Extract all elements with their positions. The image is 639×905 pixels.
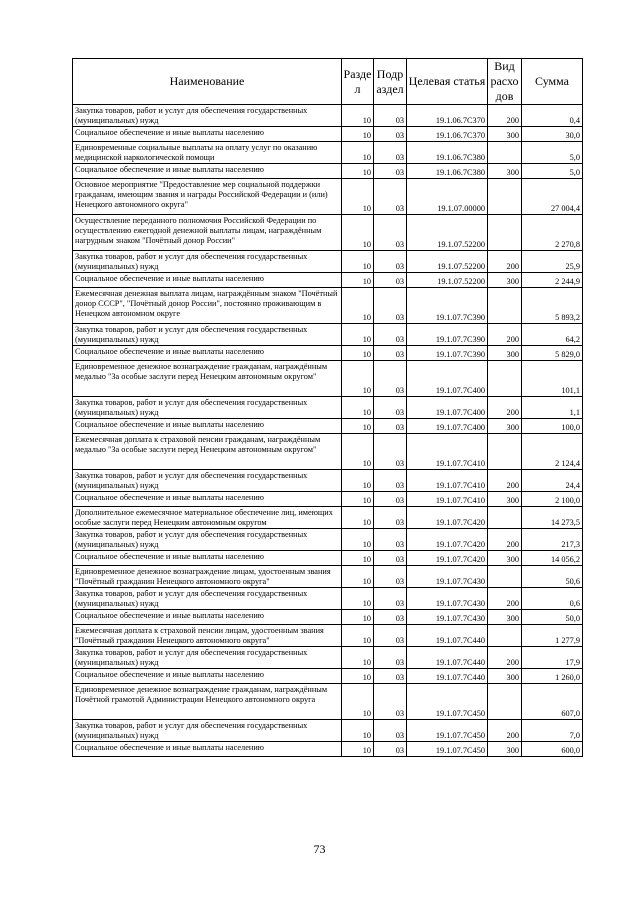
row-razdel: 10 xyxy=(342,551,374,566)
row-summa: 5 829,0 xyxy=(522,346,583,361)
row-celevaya-statya: 19.1.07.7С410 xyxy=(407,492,488,507)
row-vid-rashodov: 300 xyxy=(488,492,522,507)
header-vid-rashodov: Вид расхо дов xyxy=(488,59,522,105)
row-name: Закупка товаров, работ и услуг для обеспечения государственных (муниципальных) нужд xyxy=(73,529,342,551)
row-podrazdel: 03 xyxy=(374,361,407,397)
row-razdel: 10 xyxy=(342,273,374,288)
row-summa: 217,3 xyxy=(522,529,583,551)
row-vid-rashodov xyxy=(488,566,522,588)
row-celevaya-statya: 19.1.07.7С430 xyxy=(407,610,488,625)
header-podrazdel: Подр аздел xyxy=(374,59,407,105)
row-summa: 1 277,9 xyxy=(522,625,583,647)
row-celevaya-statya: 19.1.07.7С410 xyxy=(407,434,488,470)
row-celevaya-statya: 19.1.07.7С400 xyxy=(407,397,488,419)
row-celevaya-statya: 19.1.07.52200 xyxy=(407,215,488,251)
row-name: Социальное обеспечение и иные выплаты населению xyxy=(73,419,342,434)
table-row xyxy=(73,127,583,142)
table-row xyxy=(73,346,583,361)
header-name: Наименование xyxy=(73,59,342,105)
row-summa: 101,1 xyxy=(522,361,583,397)
row-name: Единовременное денежное вознаграждение лицам, удостоенным звания "Почётный гражданин Ненецкого автономного округа" xyxy=(73,566,342,588)
row-summa: 2 100,0 xyxy=(522,492,583,507)
row-summa: 14 273,5 xyxy=(522,507,583,529)
row-celevaya-statya: 19.1.06.7С370 xyxy=(407,105,488,127)
row-vid-rashodov: 300 xyxy=(488,346,522,361)
row-podrazdel: 03 xyxy=(374,419,407,434)
table-row xyxy=(73,215,583,251)
row-celevaya-statya: 19.1.07.52200 xyxy=(407,251,488,273)
row-name: Социальное обеспечение и иные выплаты населению xyxy=(73,551,342,566)
row-razdel: 10 xyxy=(342,529,374,551)
row-podrazdel: 03 xyxy=(374,273,407,288)
row-podrazdel: 03 xyxy=(374,529,407,551)
row-vid-rashodov: 300 xyxy=(488,127,522,142)
row-razdel: 10 xyxy=(342,507,374,529)
row-summa: 5,0 xyxy=(522,164,583,179)
table-row xyxy=(73,419,583,434)
table-row xyxy=(73,288,583,324)
row-celevaya-statya: 19.1.07.7С390 xyxy=(407,324,488,346)
table-row xyxy=(73,647,583,669)
row-podrazdel: 03 xyxy=(374,164,407,179)
row-celevaya-statya: 19.1.07.7С450 xyxy=(407,720,488,742)
row-name: Ежемесячная доплата к страховой пенсии гражданам, награждённым медалью "За особые заслуги перед Ненецким автономным округом" xyxy=(73,434,342,470)
row-vid-rashodov xyxy=(488,179,522,215)
row-name: Социальное обеспечение и иные выплаты населению xyxy=(73,164,342,179)
table-row xyxy=(73,610,583,625)
row-name: Закупка товаров, работ и услуг для обеспечения государственных (муниципальных) нужд xyxy=(73,647,342,669)
row-vid-rashodov: 200 xyxy=(488,397,522,419)
row-summa: 2 244,9 xyxy=(522,273,583,288)
row-vid-rashodov: 300 xyxy=(488,610,522,625)
row-name: Осуществление переданного полномочия Российской Федерации по осуществлению ежегодной денежной выплаты лицам, награждённым нагрудным знаком "Почётный донор России" xyxy=(73,215,342,251)
table-row xyxy=(73,742,583,757)
row-razdel: 10 xyxy=(342,566,374,588)
row-celevaya-statya: 19.1.07.7С420 xyxy=(407,529,488,551)
row-razdel: 10 xyxy=(342,625,374,647)
row-celevaya-statya: 19.1.07.7С450 xyxy=(407,742,488,757)
header-summa: Сумма xyxy=(522,59,583,105)
row-podrazdel: 03 xyxy=(374,127,407,142)
row-summa: 7,0 xyxy=(522,720,583,742)
row-razdel: 10 xyxy=(342,470,374,492)
row-podrazdel: 03 xyxy=(374,251,407,273)
row-name: Единовременное денежное вознаграждение гражданам, награждённым Почётной грамотой Администрации Ненецкого автономного округа xyxy=(73,684,342,720)
row-razdel: 10 xyxy=(342,288,374,324)
row-razdel: 10 xyxy=(342,324,374,346)
row-name: Ежемесячная денежная выплата лицам, награждённым знаком "Почётный донор СССР", "Почётный донор России", постоянно проживающим в Ненецком автономном округе xyxy=(73,288,342,324)
row-vid-rashodov: 300 xyxy=(488,669,522,684)
row-razdel: 10 xyxy=(342,434,374,470)
table-row xyxy=(73,551,583,566)
row-celevaya-statya: 19.1.07.7С400 xyxy=(407,361,488,397)
row-summa: 600,0 xyxy=(522,742,583,757)
row-summa: 2 270,8 xyxy=(522,215,583,251)
table-row xyxy=(73,105,583,127)
row-vid-rashodov xyxy=(488,434,522,470)
row-razdel: 10 xyxy=(342,610,374,625)
row-name: Закупка товаров, работ и услуг для обеспечения государственных (муниципальных) нужд xyxy=(73,720,342,742)
row-summa: 100,0 xyxy=(522,419,583,434)
row-celevaya-statya: 19.1.06.7С380 xyxy=(407,164,488,179)
table-row xyxy=(73,273,583,288)
row-vid-rashodov: 200 xyxy=(488,251,522,273)
row-celevaya-statya: 19.1.07.7С400 xyxy=(407,419,488,434)
budget-table xyxy=(72,58,583,757)
row-razdel: 10 xyxy=(342,684,374,720)
row-podrazdel: 03 xyxy=(374,105,407,127)
table-row xyxy=(73,507,583,529)
row-celevaya-statya: 19.1.07.7С390 xyxy=(407,346,488,361)
row-razdel: 10 xyxy=(342,346,374,361)
header-row xyxy=(73,59,583,105)
row-celevaya-statya: 19.1.06.7С380 xyxy=(407,142,488,164)
row-podrazdel: 03 xyxy=(374,566,407,588)
table-row xyxy=(73,434,583,470)
row-summa: 50,0 xyxy=(522,610,583,625)
row-podrazdel: 03 xyxy=(374,507,407,529)
row-vid-rashodov xyxy=(488,215,522,251)
row-name: Закупка товаров, работ и услуг для обеспечения государственных (муниципальных) нужд xyxy=(73,470,342,492)
table-row xyxy=(73,324,583,346)
header-razdel: Разде л xyxy=(342,59,374,105)
row-podrazdel: 03 xyxy=(374,647,407,669)
page-number: 73 xyxy=(313,842,326,856)
row-podrazdel: 03 xyxy=(374,346,407,361)
row-summa: 24,4 xyxy=(522,470,583,492)
row-celevaya-statya: 19.1.07.7С410 xyxy=(407,470,488,492)
table-row xyxy=(73,397,583,419)
row-celevaya-statya: 19.1.07.7С430 xyxy=(407,588,488,610)
row-vid-rashodov: 200 xyxy=(488,588,522,610)
row-summa: 25,9 xyxy=(522,251,583,273)
row-name: Социальное обеспечение и иные выплаты населению xyxy=(73,273,342,288)
row-name: Закупка товаров, работ и услуг для обеспечения государственных (муниципальных) нужд xyxy=(73,251,342,273)
row-celevaya-statya: 19.1.07.00000 xyxy=(407,179,488,215)
row-podrazdel: 03 xyxy=(374,179,407,215)
row-razdel: 10 xyxy=(342,361,374,397)
row-podrazdel: 03 xyxy=(374,288,407,324)
row-vid-rashodov xyxy=(488,507,522,529)
row-name: Основное мероприятие "Предоставление мер социальной поддержки гражданам, имеющим звания и награды Российской Федерации и (или) Ненецкого автономного округа" xyxy=(73,179,342,215)
row-celevaya-statya: 19.1.07.7С440 xyxy=(407,647,488,669)
row-podrazdel: 03 xyxy=(374,588,407,610)
row-razdel: 10 xyxy=(342,179,374,215)
table-row xyxy=(73,588,583,610)
row-summa: 14 056,2 xyxy=(522,551,583,566)
row-razdel: 10 xyxy=(342,215,374,251)
row-name: Социальное обеспечение и иные выплаты населению xyxy=(73,346,342,361)
row-vid-rashodov: 200 xyxy=(488,647,522,669)
row-celevaya-statya: 19.1.07.7С420 xyxy=(407,507,488,529)
row-podrazdel: 03 xyxy=(374,610,407,625)
row-name: Единовременное денежное вознаграждение гражданам, награждённым медалью "За особые заслуги перед Ненецким автономным округом" xyxy=(73,361,342,397)
row-celevaya-statya: 19.1.07.7С390 xyxy=(407,288,488,324)
row-vid-rashodov xyxy=(488,625,522,647)
row-celevaya-statya: 19.1.07.7С420 xyxy=(407,551,488,566)
row-name: Закупка товаров, работ и услуг для обеспечения государственных (муниципальных) нужд xyxy=(73,588,342,610)
row-vid-rashodov xyxy=(488,684,522,720)
row-summa: 50,6 xyxy=(522,566,583,588)
row-name: Ежемесячная доплата к страховой пенсии лицам, удостоенным звания "Почётный гражданин Ненецкого автономного округа" xyxy=(73,625,342,647)
row-podrazdel: 03 xyxy=(374,215,407,251)
row-vid-rashodov xyxy=(488,142,522,164)
row-name: Социальное обеспечение и иные выплаты населению xyxy=(73,492,342,507)
row-vid-rashodov: 200 xyxy=(488,529,522,551)
row-podrazdel: 03 xyxy=(374,434,407,470)
row-razdel: 10 xyxy=(342,164,374,179)
row-razdel: 10 xyxy=(342,105,374,127)
row-summa: 27 004,4 xyxy=(522,179,583,215)
row-podrazdel: 03 xyxy=(374,625,407,647)
row-name: Социальное обеспечение и иные выплаты населению xyxy=(73,610,342,625)
row-vid-rashodov: 300 xyxy=(488,419,522,434)
row-summa: 2 124,4 xyxy=(522,434,583,470)
table-row xyxy=(73,625,583,647)
row-razdel: 10 xyxy=(342,419,374,434)
row-podrazdel: 03 xyxy=(374,551,407,566)
row-podrazdel: 03 xyxy=(374,492,407,507)
row-vid-rashodov: 300 xyxy=(488,742,522,757)
table-row xyxy=(73,179,583,215)
row-vid-rashodov: 300 xyxy=(488,273,522,288)
row-summa: 0,4 xyxy=(522,105,583,127)
row-name: Единовременные социальные выплаты на оплату услуг по оказанию медицинской наркологической помощи xyxy=(73,142,342,164)
table-row xyxy=(73,251,583,273)
row-summa: 30,0 xyxy=(522,127,583,142)
row-name: Закупка товаров, работ и услуг для обеспечения государственных (муниципальных) нужд xyxy=(73,105,342,127)
row-vid-rashodov: 200 xyxy=(488,105,522,127)
table-row xyxy=(73,470,583,492)
row-podrazdel: 03 xyxy=(374,142,407,164)
row-summa: 5,0 xyxy=(522,142,583,164)
row-celevaya-statya: 19.1.06.7С370 xyxy=(407,127,488,142)
row-celevaya-statya: 19.1.07.7С440 xyxy=(407,625,488,647)
row-summa: 607,0 xyxy=(522,684,583,720)
row-vid-rashodov: 300 xyxy=(488,551,522,566)
table-row xyxy=(73,529,583,551)
row-name: Дополнительное ежемесячное материальное обеспечение лиц, имеющих особые заслуги перед Ненецким автономным округом xyxy=(73,507,342,529)
row-vid-rashodov xyxy=(488,361,522,397)
row-name: Социальное обеспечение и иные выплаты населению xyxy=(73,669,342,684)
row-razdel: 10 xyxy=(342,492,374,507)
row-podrazdel: 03 xyxy=(374,742,407,757)
table-header xyxy=(73,59,583,105)
row-razdel: 10 xyxy=(342,742,374,757)
table-row xyxy=(73,164,583,179)
row-name: Закупка товаров, работ и услуг для обеспечения государственных (муниципальных) нужд xyxy=(73,397,342,419)
row-vid-rashodov: 200 xyxy=(488,324,522,346)
header-celevaya-statya: Целевая статья xyxy=(407,59,488,105)
row-summa: 5 893,2 xyxy=(522,288,583,324)
table-body xyxy=(73,105,583,757)
row-razdel: 10 xyxy=(342,142,374,164)
row-summa: 17,9 xyxy=(522,647,583,669)
row-summa: 0,6 xyxy=(522,588,583,610)
row-podrazdel: 03 xyxy=(374,324,407,346)
row-razdel: 10 xyxy=(342,127,374,142)
row-summa: 1,1 xyxy=(522,397,583,419)
row-razdel: 10 xyxy=(342,647,374,669)
table-row xyxy=(73,142,583,164)
row-summa: 1 260,0 xyxy=(522,669,583,684)
table-row xyxy=(73,720,583,742)
row-name: Социальное обеспечение и иные выплаты населению xyxy=(73,127,342,142)
row-celevaya-statya: 19.1.07.52200 xyxy=(407,273,488,288)
row-razdel: 10 xyxy=(342,669,374,684)
row-summa: 64,2 xyxy=(522,324,583,346)
row-podrazdel: 03 xyxy=(374,397,407,419)
table-row xyxy=(73,492,583,507)
row-razdel: 10 xyxy=(342,588,374,610)
row-podrazdel: 03 xyxy=(374,470,407,492)
row-vid-rashodov: 300 xyxy=(488,164,522,179)
row-vid-rashodov: 200 xyxy=(488,720,522,742)
row-name: Социальное обеспечение и иные выплаты населению xyxy=(73,742,342,757)
table-row xyxy=(73,361,583,397)
table-row xyxy=(73,566,583,588)
row-podrazdel: 03 xyxy=(374,669,407,684)
row-razdel: 10 xyxy=(342,720,374,742)
row-vid-rashodov: 200 xyxy=(488,470,522,492)
table-row xyxy=(73,669,583,684)
row-razdel: 10 xyxy=(342,397,374,419)
table-row xyxy=(73,684,583,720)
row-podrazdel: 03 xyxy=(374,720,407,742)
row-vid-rashodov xyxy=(488,288,522,324)
row-celevaya-statya: 19.1.07.7С430 xyxy=(407,566,488,588)
row-celevaya-statya: 19.1.07.7С450 xyxy=(407,684,488,720)
row-name: Закупка товаров, работ и услуг для обеспечения государственных (муниципальных) нужд xyxy=(73,324,342,346)
row-razdel: 10 xyxy=(342,251,374,273)
row-podrazdel: 03 xyxy=(374,684,407,720)
row-celevaya-statya: 19.1.07.7С440 xyxy=(407,669,488,684)
